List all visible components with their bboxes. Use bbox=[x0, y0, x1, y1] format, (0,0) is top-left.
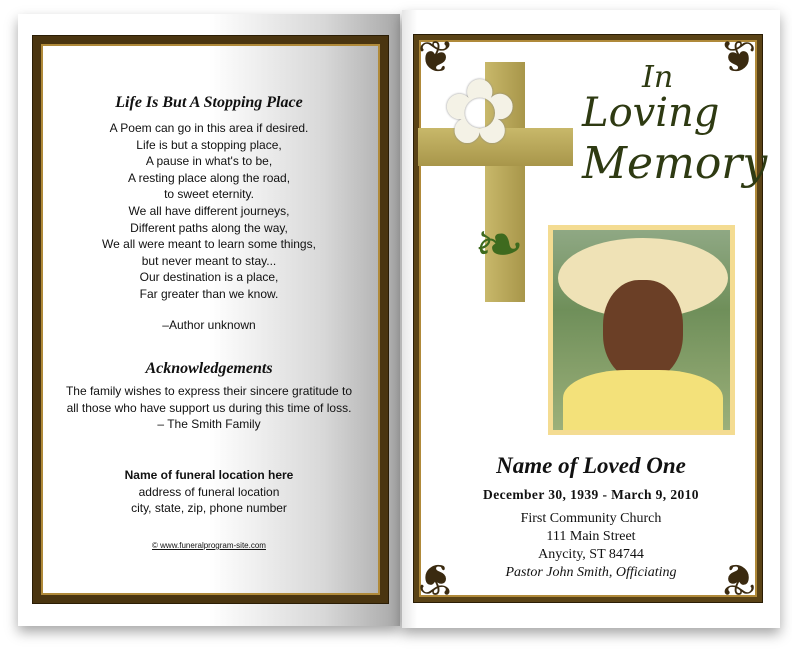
poem-line: A resting place along the road, bbox=[127, 170, 291, 185]
script-in: In bbox=[642, 60, 674, 95]
poem-line: but never meant to stay... bbox=[141, 253, 277, 268]
corner-ornament-icon: ❦ bbox=[719, 553, 757, 604]
corner-ornament-icon: ❦ bbox=[417, 553, 455, 604]
poem-line: A pause in what's to be, bbox=[145, 154, 273, 169]
script-memory: Memory bbox=[582, 138, 768, 189]
copyright-link[interactable]: © www.funeralprogram-site.com bbox=[152, 541, 266, 550]
left-page bbox=[18, 14, 400, 626]
poem-line: We all were meant to learn some things, bbox=[102, 237, 316, 252]
right-page bbox=[402, 10, 780, 628]
poem-line: to sweet eternity. bbox=[164, 187, 254, 202]
ack-line: – The Smith Family bbox=[157, 417, 261, 432]
acknowledgements-title: Acknowledgements bbox=[145, 360, 273, 377]
poem-author: –Author unknown bbox=[162, 318, 256, 332]
poem-title: Life Is But A Stopping Place bbox=[115, 94, 303, 111]
location-name: Name of funeral location here bbox=[124, 468, 294, 482]
lily-flower-icon: ✿ bbox=[442, 63, 518, 163]
poem-line: Far greater than we know. bbox=[139, 286, 279, 301]
script-loving: Loving bbox=[582, 90, 720, 136]
location-address: address of funeral location bbox=[138, 484, 280, 499]
officiant: Pastor John Smith, Officiating bbox=[505, 565, 677, 580]
ack-line: all those who have support us during this time of loss. bbox=[66, 400, 352, 415]
life-dates: December 30, 1939 - March 9, 2010 bbox=[483, 487, 699, 502]
leaves-icon: ❧ bbox=[474, 211, 525, 278]
church-city: Anycity, ST 84744 bbox=[538, 547, 644, 562]
church-street: 111 Main Street bbox=[546, 529, 636, 544]
location-city: city, state, zip, phone number bbox=[131, 501, 287, 516]
poem-line: We all have different journeys, bbox=[128, 203, 290, 218]
church-name: First Community Church bbox=[520, 511, 662, 526]
loved-one-name: Name of Loved One bbox=[496, 453, 686, 478]
corner-ornament-icon: ❦ bbox=[719, 32, 757, 83]
corner-ornament-icon: ❦ bbox=[417, 32, 455, 83]
poem-line: Different paths along the way, bbox=[130, 220, 288, 235]
portrait-photo bbox=[548, 225, 735, 435]
poem-line: Our destination is a place, bbox=[139, 270, 279, 285]
poem-body bbox=[18, 120, 400, 303]
poem-line: Life is but a stopping place, bbox=[136, 137, 282, 152]
poem-line: A Poem can go in this area if desired. bbox=[109, 121, 309, 135]
ack-line: The family wishes to express their sincere gratitude to bbox=[65, 384, 353, 398]
